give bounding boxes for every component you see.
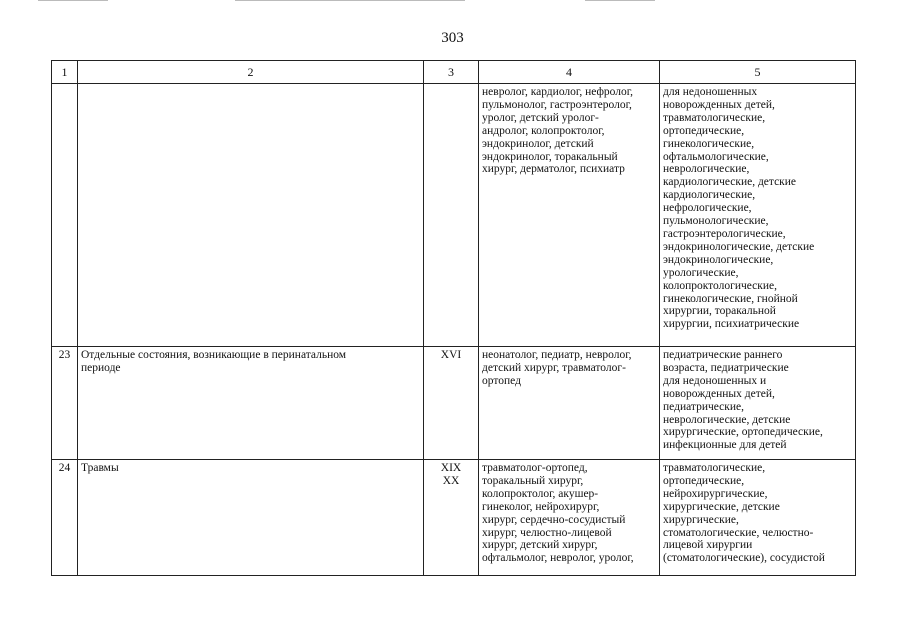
top-edge-rule-right [585,0,655,1]
top-edge-rule-center [235,0,465,1]
column-header-2: 2 [78,61,424,84]
specialists-cell: травматолог-ортопед, торакальный хирург, колопроктолог, акушер- гинеколог, нейрохирург, хирург, сердечно-сосудистый хирург, челюстно-лицевой хирург, детский хирург, офтальмолог, невролог, уролог, [479,460,660,576]
row-number: 24 [52,460,78,576]
column-header-1: 1 [52,61,78,84]
table-row [52,84,856,347]
table-row [52,347,856,460]
column-header-5: 5 [660,61,856,84]
page-number: 303 [441,30,464,46]
column-header-4: 4 [479,61,660,84]
classification-table [51,60,856,576]
top-edge-rule-left [38,0,108,1]
icd-class: XIX XX [424,460,479,576]
condition-name [78,84,424,347]
icd-class: XVI [424,347,479,460]
table-row [52,460,856,576]
bed-profiles-cell: для недоношенных новорожденных детей, травматологические, ортопедические, гинекологические, офтальмологические, неврологические, кардиологические, детские кардиологические, нефрологические, пульмонологические, гастроэнтерологические, эндокринологические, детские эндокринологические, урологические, колопроктологические, гинекологические, гнойной хирургии, торакальной хирургии, психиатрические [660,84,856,347]
row-number: 23 [52,347,78,460]
condition-name: Отдельные состояния, возникающие в перинатальном периоде [78,347,424,460]
row-number [52,84,78,347]
specialists-cell: невролог, кардиолог, нефролог, пульмонолог, гастроэнтеролог, уролог, детский уролог- андролог, колопроктолог, эндокринолог, детский эндокринолог, торакальный хирург, дерматолог, психиатр [479,84,660,347]
condition-name: Травмы [78,460,424,576]
bed-profiles-cell: педиатрические раннего возраста, педиатрические для недоношенных и новорожденных детей, педиатрические, неврологические, детские хирургические, ортопедические, инфекционные для детей [660,347,856,460]
icd-class [424,84,479,347]
specialists-cell: неонатолог, педиатр, невролог, детский хирург, травматолог- ортопед [479,347,660,460]
column-header-3: 3 [424,61,479,84]
bed-profiles-cell: травматологические, ортопедические, нейрохирургические, хирургические, детские хирургические, стоматологические, челюстно- лицевой хирургии (стоматологические), сосудистой [660,460,856,576]
table-header-row [52,61,856,84]
